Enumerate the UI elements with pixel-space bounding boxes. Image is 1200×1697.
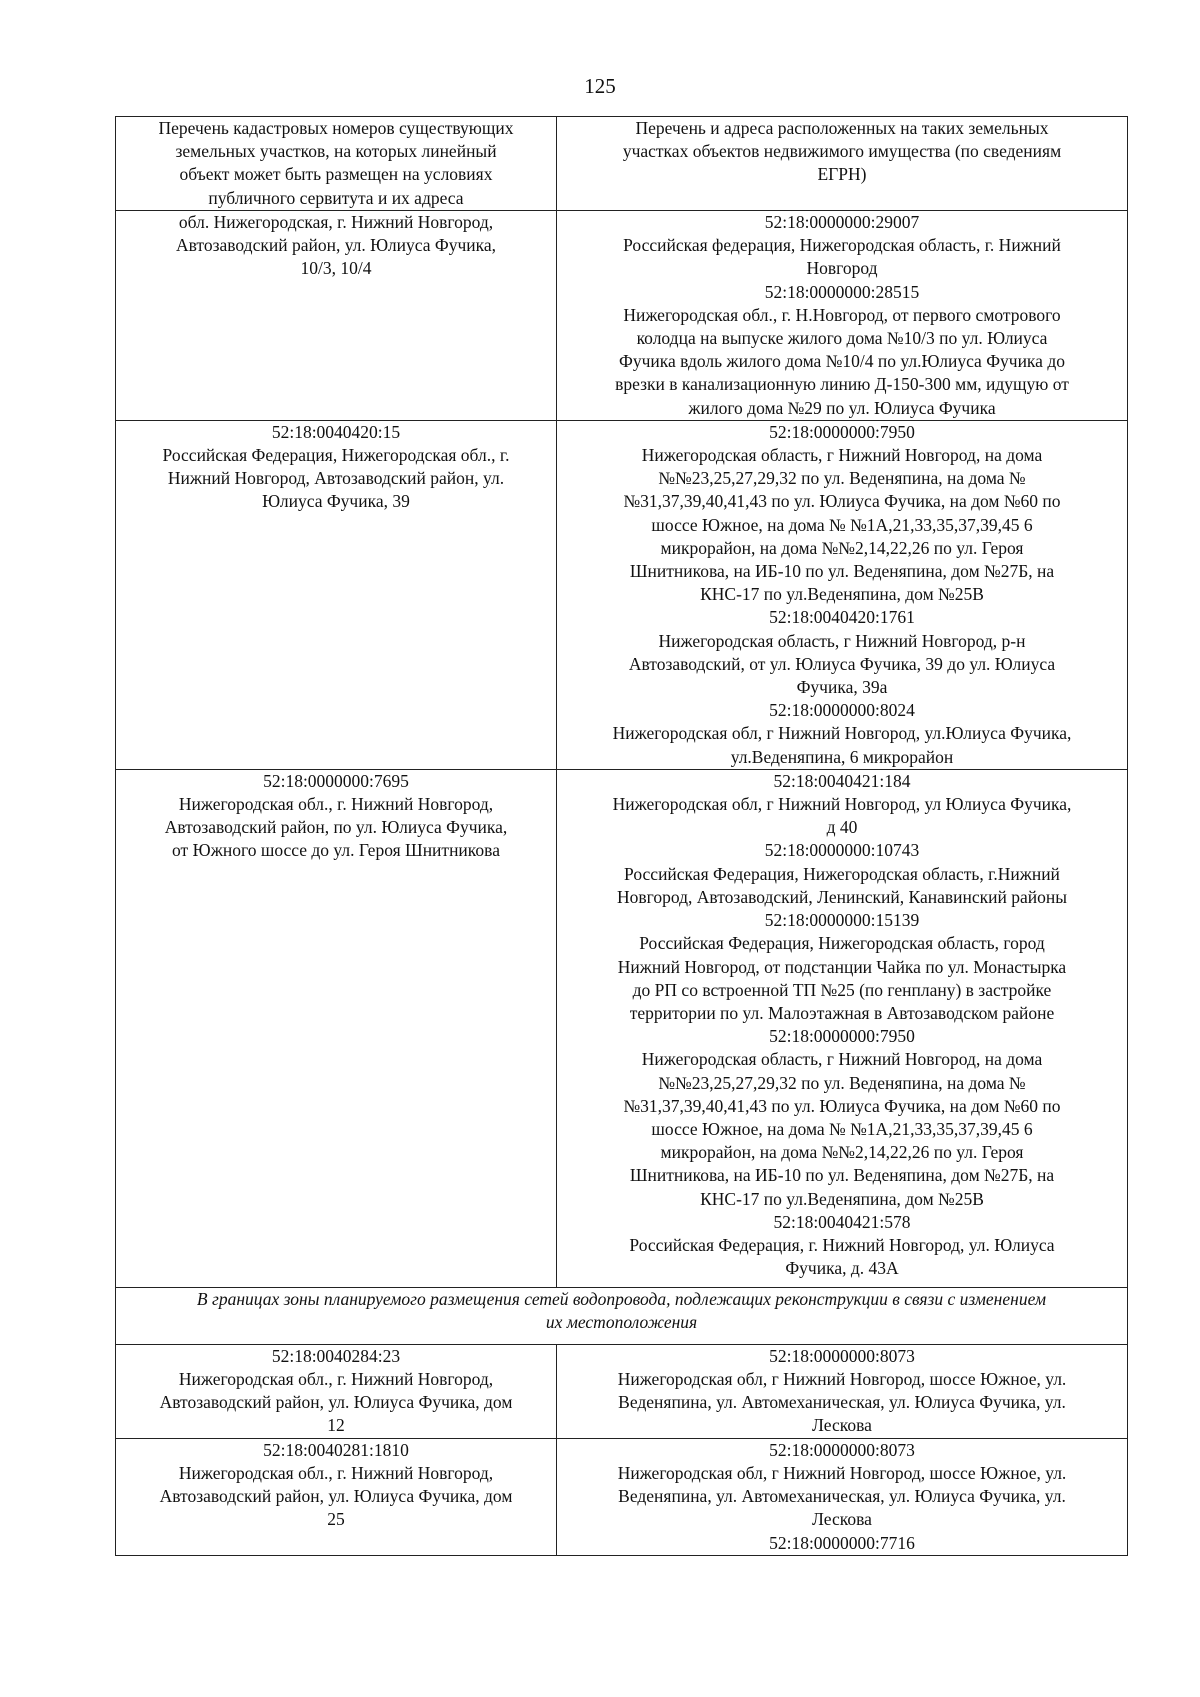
header-line: участках объектов недвижимого имущества (по сведениям <box>622 141 1062 162</box>
cell-line: 52:18:0000000:15139 <box>764 910 920 931</box>
cell-line: от Южного шоссе до ул. Героя Шнитникова <box>172 840 500 861</box>
cell-line: 52:18:0040284:23 <box>271 1345 401 1366</box>
cell-line: Фучика, д. 43А <box>785 1258 899 1279</box>
cell-line: 52:18:0040420:1761 <box>769 607 915 628</box>
land-plot-cell <box>116 420 557 769</box>
cell-line: Нижегородская обл., г. Нижний Новгород, <box>178 1369 494 1390</box>
cell-line: Автозаводский район, ул. Юлиуса Фучика, дом <box>159 1392 513 1413</box>
cell-line: 52:18:0000000:8024 <box>769 700 915 721</box>
cell-line: 52:18:0000000:7950 <box>769 1026 915 1047</box>
cell-line: микрорайон, на дома №№2,14,22,26 по ул. Героя <box>660 537 1024 558</box>
table-row <box>116 1438 1128 1555</box>
cell-line: жилого дома №29 по ул. Юлиуса Фучика <box>688 397 996 418</box>
header-line: земельных участков, на которых линейный <box>175 141 497 162</box>
cell-line: Нижегородская область, г Нижний Новгород, на дома <box>641 1049 1043 1070</box>
table-row <box>116 1344 1128 1438</box>
cell-line: шоссе Южное, на дома № №1А,21,33,35,37,39,45 6 <box>651 1118 1033 1139</box>
cell-line: врезки в канализационную линию Д-150-300 мм, идущую от <box>615 374 1069 395</box>
header-line: Перечень и адреса расположенных на таких земельных <box>635 118 1049 138</box>
cell-line: Фучика вдоль жилого дома №10/4 по ул.Юлиуса Фучика до <box>619 351 1065 372</box>
cell-line: 52:18:0000000:7716 <box>769 1532 915 1553</box>
cell-line: Нижегородская область, г Нижний Новгород, на дома <box>641 445 1043 466</box>
cell-line: Шнитникова, на ИБ-10 по ул. Веденяпина, дом №27Б, на <box>629 561 1055 582</box>
cell-line: Юлиуса Фучика, 39 <box>262 491 410 512</box>
cell-line: Российская Федерация, Нижегородская область, г.Нижний <box>624 863 1060 884</box>
land-plot-cell <box>116 1344 557 1438</box>
cell-line: №31,37,39,40,41,43 по ул. Юлиуса Фучика, на дом №60 по <box>623 1095 1061 1116</box>
cell-line: Российская Федерация, Нижегородская область, город <box>639 933 1045 954</box>
objects-cell <box>557 1344 1128 1438</box>
cell-line: колодца на выпуске жилого дома №10/3 по ул. Юлиуса <box>636 328 1048 349</box>
cell-line: 52:18:0000000:7695 <box>263 770 409 791</box>
section-heading <box>116 1287 1128 1344</box>
cell-line: ул.Веденяпина, 6 микрорайон <box>730 746 954 767</box>
header-line: Перечень кадастровых номеров существующих <box>158 118 514 138</box>
cell-line: 52:18:0000000:28515 <box>764 281 920 302</box>
cell-line: микрорайон, на дома №№2,14,22,26 по ул. Героя <box>660 1142 1024 1163</box>
table-row <box>116 420 1128 769</box>
table-row <box>116 769 1128 1287</box>
table-header-row <box>116 117 1128 211</box>
header-real-estate-objects <box>557 117 1128 211</box>
cell-line: Автозаводский район, ул. Юлиуса Фучика, <box>175 235 497 256</box>
cell-line: д 40 <box>826 817 858 838</box>
cell-line: обл. Нижегородская, г. Нижний Новгород, <box>178 212 494 232</box>
cell-line: Нижегородская обл., г. Нижний Новгород, <box>178 794 494 815</box>
cell-line: Лескова <box>812 1509 872 1530</box>
cell-line: Российская федерация, Нижегородская область, г. Нижний <box>623 235 1061 256</box>
cell-line: №31,37,39,40,41,43 по ул. Юлиуса Фучика, на дом №60 по <box>623 491 1061 512</box>
cell-line: Нижегородская обл., г. Н.Новгород, от первого смотрового <box>623 304 1061 325</box>
land-plot-cell <box>116 211 557 421</box>
section-heading-line: В границах зоны планируемого размещения сетей водопровода, подлежащих реконструкции в связи с изменением <box>196 1288 1047 1309</box>
cadastral-table <box>115 116 1128 1556</box>
cell-line: 10/3, 10/4 <box>300 258 372 279</box>
cell-line: Новгород <box>806 258 878 279</box>
cell-line: Веденяпина, ул. Автомеханическая, ул. Юлиуса Фучика, ул. <box>618 1392 1066 1413</box>
cell-line: 52:18:0040281:1810 <box>263 1439 409 1460</box>
cell-line: Нижний Новгород, от подстанции Чайка по ул. Монастырка <box>617 956 1067 977</box>
cell-line: Российская Федерация, г. Нижний Новгород, ул. Юлиуса <box>629 1234 1055 1255</box>
objects-cell <box>557 769 1128 1287</box>
objects-cell <box>557 211 1128 421</box>
cell-line: КНС-17 по ул.Веденяпина, дом №25В <box>700 1188 984 1209</box>
cell-line: Автозаводский район, ул. Юлиуса Фучика, дом <box>159 1486 513 1507</box>
cell-line: Нижегородская обл, г Нижний Новгород, ул.Юлиуса Фучика, <box>612 723 1072 744</box>
cell-line: Фучика, 39а <box>796 677 888 698</box>
cell-line: №№23,25,27,29,32 по ул. Веденяпина, на дома № <box>658 468 1026 489</box>
table-row <box>116 211 1128 421</box>
cell-line: Нижегородская обл, г Нижний Новгород, ул Юлиуса Фучика, <box>612 794 1072 815</box>
cell-line: №№23,25,27,29,32 по ул. Веденяпина, на дома № <box>658 1072 1026 1093</box>
cell-line: Веденяпина, ул. Автомеханическая, ул. Юлиуса Фучика, ул. <box>618 1486 1066 1507</box>
cell-line: Автозаводский, от ул. Юлиуса Фучика, 39 до ул. Юлиуса <box>628 653 1056 674</box>
cell-line: до РП со встроенной ТП №25 (по генплану) в застройке <box>632 979 1052 1000</box>
cell-line: Шнитникова, на ИБ-10 по ул. Веденяпина, дом №27Б, на <box>629 1165 1055 1186</box>
cell-line: Лескова <box>812 1415 872 1436</box>
cell-line: 52:18:0000000:8073 <box>769 1345 915 1366</box>
section-heading-row <box>116 1287 1128 1344</box>
cell-line: 52:18:0040421:578 <box>773 1211 911 1232</box>
cell-line: Нижегородская область, г Нижний Новгород, р-н <box>658 630 1026 651</box>
header-line: объект может быть размещен на условиях <box>179 164 493 185</box>
header-line: публичного сервитута и их адреса <box>208 187 464 208</box>
cell-line: шоссе Южное, на дома № №1А,21,33,35,37,39,45 6 <box>651 514 1033 535</box>
cell-line: Нижний Новгород, Автозаводский район, ул. <box>167 468 505 489</box>
cell-line: 52:18:0040421:184 <box>773 770 911 791</box>
cell-line: КНС-17 по ул.Веденяпина, дом №25В <box>700 584 984 605</box>
cell-line: 52:18:0000000:8073 <box>769 1439 915 1460</box>
objects-cell <box>557 1438 1128 1555</box>
header-line: ЕГРН) <box>817 164 867 185</box>
header-cadastral-numbers <box>116 117 557 211</box>
land-plot-cell <box>116 769 557 1287</box>
objects-cell <box>557 420 1128 769</box>
cell-line: 52:18:0000000:10743 <box>764 840 920 861</box>
cell-line: 25 <box>327 1509 345 1530</box>
cell-line: Российская Федерация, Нижегородская обл., г. <box>162 445 510 466</box>
cell-line: 52:18:0000000:7950 <box>769 421 915 442</box>
cell-line: 52:18:0000000:29007 <box>764 212 920 232</box>
cell-line: Нижегородская обл, г Нижний Новгород, шоссе Южное, ул. <box>617 1462 1067 1483</box>
cell-line: Новгород, Автозаводский, Ленинский, Канавинский районы <box>617 886 1067 907</box>
page-number: 125 <box>584 74 616 98</box>
land-plot-cell <box>116 1438 557 1555</box>
cell-line: Нижегородская обл, г Нижний Новгород, шоссе Южное, ул. <box>617 1369 1067 1390</box>
cell-line: 12 <box>327 1415 345 1436</box>
section-heading-line: их местоположения <box>545 1312 698 1333</box>
cell-line: территории по ул. Малоэтажная в Автозаводском районе <box>629 1002 1055 1023</box>
cell-line: 52:18:0040420:15 <box>271 421 401 442</box>
cell-line: Нижегородская обл., г. Нижний Новгород, <box>178 1462 494 1483</box>
cell-line: Автозаводский район, по ул. Юлиуса Фучика, <box>164 817 508 838</box>
